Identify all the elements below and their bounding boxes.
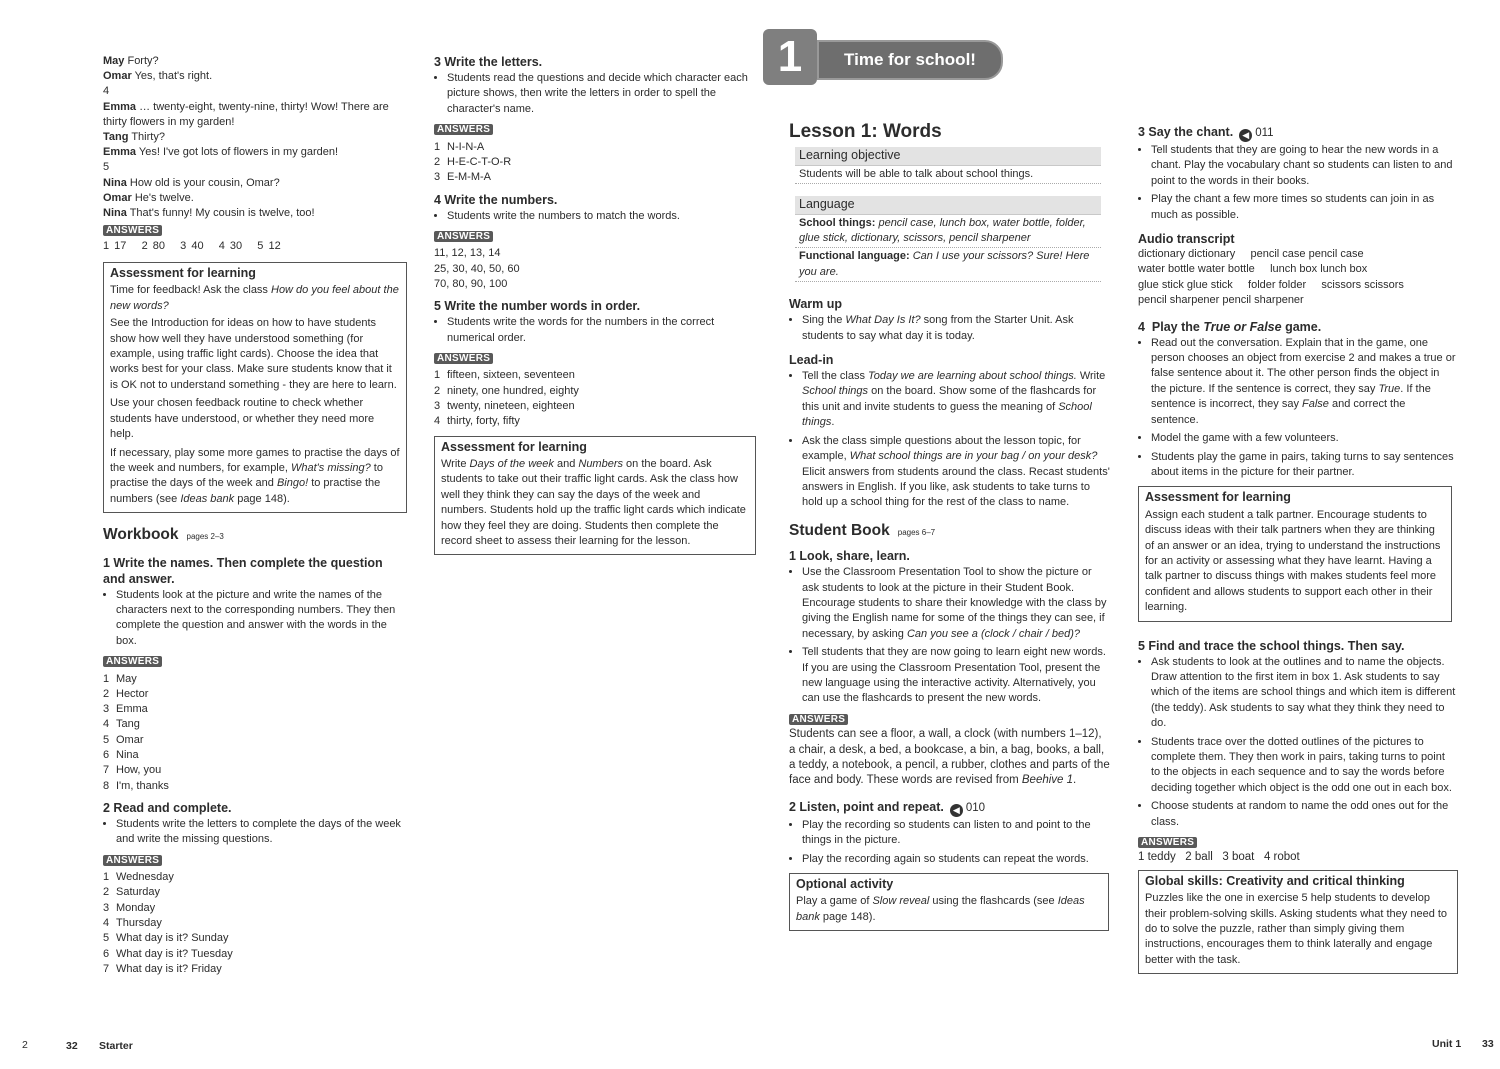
column-4	[1138, 124, 1456, 974]
optional-text: Play a game of Slow reveal using the flashcards (see Ideas bank page 148).	[796, 895, 1085, 923]
footer-left-marker: 2	[22, 1039, 28, 1051]
audio-transcript	[1138, 247, 1456, 309]
assessment-p4: If necessary, play some more games to practise the days of the week and numbers, for example, What's missing? to practise the days of the week and Bingo! to practise the numbers (see Ideas bank page 148).	[110, 446, 400, 505]
sb-act2-bullet-2: • Play the recording again so students can repeat the words.	[802, 852, 1111, 867]
answers-badge: ANSWERS	[103, 221, 408, 238]
wb-act2-bullet: • Students write the letters to complete the days of the week and write the missing questions.	[116, 817, 408, 848]
sb-act2-bullets	[789, 818, 1111, 867]
dialog-line	[103, 145, 408, 160]
sb-act4-title: 4 Play the True or False game.	[1138, 319, 1322, 334]
dialog-line	[103, 84, 408, 99]
student-book-title: Student Book	[789, 521, 890, 539]
wb-act5-title: 5 Write the number words in order.	[434, 299, 641, 314]
sb-act1-title: 1 Look, share, learn.	[789, 549, 910, 564]
optional-title: Optional activity	[796, 877, 894, 892]
answers-badge: ANSWERS	[434, 227, 756, 244]
answer-text: Hector	[116, 687, 149, 700]
dialog-text: That's funny! My cousin is twelve, too!	[129, 207, 315, 220]
answer-number: 4	[434, 415, 441, 428]
answer-number: 3	[434, 171, 441, 184]
wb-act4-title: 4 Write the numbers.	[434, 192, 558, 207]
answer-text: What day is it? Tuesday	[116, 947, 233, 960]
answer-text: Omar	[116, 733, 144, 746]
answer-number: 4	[103, 917, 110, 930]
sb-act5-title: 5 Find and trace the school things. Then say.	[1138, 638, 1405, 653]
assessment-text: Write Days of the week and Numbers on the board. Ask students to take out their traffic light cards. Ask the class how well they think they can say the days of the week and numbers. Students hold up the traffic light cards which indicate how they feel they are doing. Students then complete the record sheet to assess their learning for the lesson.	[441, 458, 746, 548]
answer-item	[103, 916, 408, 931]
answer-text: Emma	[116, 703, 148, 716]
sb-act5-bullet-3: • Choose students at random to name the odd ones out for the class.	[1151, 799, 1456, 830]
dialog-line	[103, 69, 408, 84]
answer-item	[434, 414, 756, 429]
sb-act2-bullet-1: • Play the recording so students can listen to and point to the things in the picture.	[802, 818, 1111, 849]
language-block	[795, 196, 1101, 282]
wb-act3-answers	[434, 140, 756, 186]
objective-text: Students will be able to talk about school things.	[795, 166, 1101, 184]
sb-act3-bullets	[1138, 143, 1456, 223]
student-book-heading	[789, 523, 1111, 540]
answer-number: 5	[103, 733, 110, 746]
answer-text: 11, 12, 13, 14	[434, 247, 501, 260]
leadin-title: Lead-in	[789, 353, 834, 368]
assessment-title: Assessment for learning	[1145, 490, 1291, 505]
answer-text: ninety, one hundred, eighty	[447, 384, 579, 397]
speaker-name: Emma	[103, 146, 137, 159]
answer-item	[103, 717, 408, 732]
dialog-text: How old is your cousin, Omar?	[129, 176, 280, 189]
dialog-line	[103, 160, 408, 175]
answer-item	[434, 246, 756, 261]
assessment-p1: Time for feedback! Ask the class How do you feel about the new words?	[110, 284, 399, 312]
answers-badge: ANSWERS	[434, 120, 756, 137]
wb-act4-bullets	[434, 209, 756, 224]
answers-badge: ANSWERS	[434, 349, 756, 366]
answer-text: 25, 30, 40, 50, 60	[434, 262, 520, 275]
assessment-title: Assessment for learning	[110, 266, 256, 281]
functional-text: Can I use your scissors? Sure! Here you are.	[799, 250, 1090, 278]
answer-item	[103, 733, 408, 748]
wb-act2-bullets	[103, 817, 408, 848]
speaker-icon: ◀	[1239, 129, 1252, 142]
answer-item	[103, 885, 408, 900]
wb-act2-answers	[103, 870, 408, 977]
answer-item	[434, 170, 756, 185]
answer-item	[103, 779, 408, 794]
transcript-line: dictionary dictionary pencil case pencil case	[1138, 248, 1364, 261]
footer-page-right: 33	[1482, 1038, 1494, 1050]
sb-act5-answers: 1 teddy 2 ball 3 boat 4 robot	[1138, 851, 1300, 864]
assessment-title: Assessment for learning	[441, 439, 587, 454]
answers-badge: ANSWERS	[789, 710, 1111, 727]
dialog-text: He's twelve.	[134, 191, 194, 204]
answer-number: 6	[103, 947, 110, 960]
transcript-line: glue stick glue stick folder folder scissors scissors	[1138, 278, 1404, 291]
assessment-box-3	[1138, 486, 1452, 621]
answer-text: H-E-C-T-O-R	[447, 155, 512, 168]
sb-act3-bullet-1: • Tell students that they are going to hear the new words in a chant. Play the vocabulary chant so students can listen to and point to the words in their books.	[1151, 143, 1456, 189]
answers-badge: ANSWERS	[103, 851, 408, 868]
dialog-line	[103, 100, 408, 130]
answer-item	[103, 672, 408, 687]
answers-badge: ANSWERS	[103, 652, 408, 669]
wb-act5-answers	[434, 368, 756, 429]
answer-number: 3	[434, 400, 441, 413]
answer-number: 1	[103, 871, 110, 884]
answer-number: 3	[103, 703, 110, 716]
answer-text: Thursday	[116, 917, 162, 930]
answer-item	[103, 947, 408, 962]
dialog-line	[103, 54, 408, 69]
dialog-text: Yes! I've got lots of flowers in my garden!	[138, 146, 339, 159]
answer-item	[103, 702, 408, 717]
answer-item	[103, 901, 408, 916]
answer-item	[103, 962, 408, 977]
sb-act5-bullets	[1138, 655, 1456, 830]
column-3	[789, 121, 1111, 931]
answer-item	[434, 399, 756, 414]
answers-badge: ANSWERS	[1138, 833, 1456, 850]
assessment-box	[103, 262, 407, 513]
functional-language	[795, 248, 1101, 282]
answer-number: 8	[103, 779, 110, 792]
column-2	[434, 54, 756, 555]
sb-act4-bullets	[1138, 336, 1456, 481]
speaker-name: Nina	[103, 207, 127, 220]
speaker-name: Emma	[103, 100, 137, 113]
unit-number: 1	[763, 29, 817, 85]
school-things-label: School things:	[799, 216, 876, 229]
unit-title: Time for school!	[817, 40, 1003, 80]
workbook-heading	[103, 527, 408, 544]
answer-item	[103, 687, 408, 702]
leadin-bullet-2: • Ask the class simple questions about the lesson topic, for example, What school things are in your bag / on your desk? Elicit answers from students around the class. Recast students' answers in English. If you like, ask students to take turns to hold up a school thing for the rest of the class to name.	[802, 434, 1111, 511]
sb-act4-bullet-2: • Model the game with a few volunteers.	[1151, 431, 1456, 446]
audio-track[interactable]	[950, 802, 985, 814]
wb-act3-bullet: • Students read the questions and decide which character each picture shows, then write the letters in order to spell the character's name.	[447, 71, 756, 117]
sb-act3-title-text: 3 Say the chant.	[1138, 125, 1234, 139]
wb-act5-bullet: • Students write the words for the numbers in the correct numerical order.	[447, 315, 756, 346]
objective-block	[795, 147, 1101, 184]
answer-text: How, you	[116, 764, 162, 777]
global-skills-title: Global skills: Creativity and critical thinking	[1145, 873, 1405, 888]
dialog-text: Yes, that's right.	[134, 70, 213, 83]
wb-act3-title: 3 Write the letters.	[434, 55, 543, 69]
warmup-title: Warm up	[789, 297, 843, 312]
answer-number: 1	[434, 140, 441, 153]
answer-item	[434, 140, 756, 155]
assessment-text: Assign each student a talk partner. Encourage students to discuss ideas with their talk partners when they are thinking of an answer or an idea, trying to understand the instructions for an activity or assessing what they have learnt. Having a talk partner to discuss things with makes students feel more confident and allows students to support each other in their learning.	[1145, 508, 1441, 614]
wb-act5-bullets	[434, 315, 756, 346]
warmup-bullets	[789, 313, 1111, 344]
dialog-line	[103, 206, 408, 221]
audio-track[interactable]	[1239, 127, 1273, 139]
answer-number: 1	[434, 369, 441, 382]
wb-act1-title: 1 Write the names. Then complete the question and answer.	[103, 555, 383, 586]
sb-act2-title	[789, 799, 1111, 817]
dialog-text: 4	[103, 85, 110, 98]
functional-label: Functional language:	[799, 250, 910, 263]
lesson-title: Lesson 1: Words	[789, 121, 942, 142]
sb-act4-bullet-1: • Read out the conversation. Explain that in the game, one person chooses an object from exercise 2 and makes a true or false sentence about it. The other person finds the object in the picture. If the sentence is correct, they say True. If the sentence is incorrect, they say False and correct the sentence.	[1151, 336, 1456, 428]
answer-number: 5	[103, 932, 110, 945]
answer-text: What day is it? Friday	[116, 962, 222, 975]
sb-act1-bullet-1: • Use the Classroom Presentation Tool to show the picture or ask students to look at the picture in their Student Book. Encourage students to share their knowledge with the class by giving the English name for some of the things they can see, if necessary, by asking Can you see a (clock / chair / bed)?	[802, 565, 1111, 642]
speaker-name: May	[103, 55, 125, 67]
global-skills-text: Puzzles like the one in exercise 5 help students to develop their problem-solving skills. Asking students what they need to do to solve the puzzle, rather than simply giving them instructions, encourages them to think laterally and engage better with the task.	[1145, 892, 1448, 966]
answer-text: fifteen, sixteen, seventeen	[447, 369, 575, 382]
speaker-icon: ◀	[950, 804, 963, 817]
answer-item	[434, 155, 756, 170]
dialog-text: 5	[103, 161, 110, 174]
speaker-name: Omar	[103, 191, 132, 204]
sb-act3-bullet-2: • Play the chant a few more times so students can join in as much as possible.	[1151, 192, 1456, 223]
answer-number: 7	[103, 764, 110, 777]
warmup-bullet: • Sing the What Day Is It? song from the Starter Unit. Ask students to say what day it is today.	[802, 313, 1111, 344]
sb-act4-bullet-3: • Students play the game in pairs, taking turns to say sentences about items in the picture for their partner.	[1151, 450, 1456, 481]
sb-act1-bullets	[789, 565, 1111, 707]
answer-number: 2	[434, 155, 441, 168]
answer-item	[434, 384, 756, 399]
global-skills-box	[1138, 870, 1458, 974]
answer-item	[434, 262, 756, 277]
objective-label: Learning objective	[795, 147, 1101, 165]
sb-act5-bullet-1: • Ask students to look at the outlines and to name the objects. Draw attention to the first item in box 1. Ask students to say which of the items are school things and which item is different (the teddy). Ask students to say what they think they need to do.	[1151, 655, 1456, 732]
sb-act1-bullet-2: • Tell students that they are now going to learn eight new words. If you are using the Classroom Presentation Tool, present the new language using the interactive activity. Alternatively, you can use the flashcards to present the new words.	[802, 645, 1111, 707]
answer-text: 70, 80, 90, 100	[434, 277, 508, 290]
sb-act2-title-text: 2 Listen, point and repeat.	[789, 799, 944, 814]
dialog-line	[103, 191, 408, 206]
leadin-bullets	[789, 369, 1111, 511]
workbook-pages: pages 2–3	[186, 532, 224, 542]
answer-item	[103, 870, 408, 885]
audio-track-number: 011	[1255, 127, 1274, 139]
answer-number: 4	[103, 718, 110, 731]
answer-number: 3	[103, 901, 110, 914]
transcript-title: Audio transcript	[1138, 232, 1235, 247]
answer-text: twenty, nineteen, eighteen	[447, 400, 575, 413]
answer-text: thirty, forty, fifty	[447, 415, 520, 428]
answer-number: 2	[103, 886, 110, 899]
dialog-line	[103, 130, 408, 145]
answer-item	[103, 931, 408, 946]
answer-text: E-M-M-A	[447, 171, 491, 184]
sb-act3-title	[1138, 124, 1456, 142]
student-book-pages: pages 6–7	[897, 527, 936, 537]
dialog-text: Thirty?	[131, 131, 165, 144]
optional-activity-box	[789, 873, 1109, 931]
footer-right-label: Unit 1	[1432, 1038, 1462, 1050]
column-1	[103, 54, 408, 983]
wb-act1-bullet: • Students look at the picture and write the names of the characters next to the corresponding numbers. They then complete the question and answer with the words in the box.	[116, 588, 408, 650]
answer-number: 2	[103, 687, 110, 700]
school-things-list: pencil case, lunch box, water bottle, folder, glue stick, dictionary, scissors, pencil sharpener	[799, 216, 1086, 245]
answer-text: What day is it? Sunday	[116, 932, 229, 945]
speaker-name: Omar	[103, 70, 132, 83]
answer-text: May	[116, 672, 137, 685]
footer-left-label: Starter	[99, 1040, 133, 1052]
sb-act1-answers: Students can see a floor, a wall, a clock (with numbers 1–12), a chair, a desk, a bed, a bookcase, a bin, a bag, books, a ball, a teddy, a notebook, a pencil, a rubber, clothes and parts of the face and body. These words are revised from Beehive 1.	[789, 728, 1110, 787]
wb-act1-answers	[103, 672, 408, 794]
wb-act4-answers	[434, 246, 756, 292]
answer-item	[434, 277, 756, 292]
dialog-text: Forty?	[127, 55, 159, 67]
wb-act2-title: 2 Read and complete.	[103, 800, 232, 815]
answer-number: 6	[103, 749, 110, 762]
dialog-text: … twenty-eight, twenty-nine, thirty! Wow! There are thirty flowers in my garden!	[103, 100, 389, 128]
sb-act5-bullet-2: • Students trace over the dotted outlines of the pictures to complete them. They then work in pairs, taking turns to point to the objects in each sequence and to say the words before deciding together which object is the odd one out in each box.	[1151, 735, 1456, 797]
answer-item	[103, 748, 408, 763]
school-things	[795, 215, 1101, 249]
answer-text: I'm, thanks	[116, 779, 169, 792]
answers-line: 1 17 2 80 3 40 4 30 5 12	[103, 239, 281, 252]
answer-text: Wednesday	[116, 871, 174, 884]
wb-act1-bullets	[103, 588, 408, 650]
answer-text: Nina	[116, 749, 139, 762]
answer-item	[434, 368, 756, 383]
answer-item	[103, 763, 408, 778]
answer-text: Monday	[116, 901, 156, 914]
answer-text: Tang	[116, 718, 140, 731]
transcript-line: water bottle water bottle lunch box lunch box	[1138, 263, 1368, 276]
workbook-title: Workbook	[103, 526, 179, 544]
speaker-name: Nina	[103, 176, 127, 189]
dialog-line	[103, 176, 408, 191]
dialog-transcript	[103, 54, 408, 221]
speaker-name: Tang	[103, 131, 129, 144]
answer-text: N-I-N-A	[447, 140, 485, 153]
answer-number: 7	[103, 962, 110, 975]
answer-number: 2	[434, 384, 441, 397]
answer-number: 1	[103, 672, 110, 685]
answer-text: Saturday	[116, 886, 161, 899]
assessment-box-2	[434, 436, 756, 556]
assessment-p2: See the Introduction for ideas on how to have students show how well they have understood something (for example, using traffic light cards). Choose the idea that works best for your class. Make sure students know that it is OK not to understand something - they are here to learn.	[110, 317, 397, 391]
wb-act4-bullet: • Students write the numbers to match the words.	[447, 209, 756, 224]
transcript-line: pencil sharpener pencil sharpener	[1138, 294, 1304, 307]
wb-act3-bullets	[434, 71, 756, 117]
language-label: Language	[795, 196, 1101, 214]
leadin-bullet-1: • Tell the class Today we are learning about school things. Write School things on the board. Show some of the flashcards for this unit and invite students to guess the meaning of School things.	[802, 369, 1111, 431]
assessment-p3: Use your chosen feedback routine to check whether students have understood, or whether they need more help.	[110, 397, 375, 441]
footer-page-left: 32	[66, 1040, 78, 1052]
audio-track-number: 010	[965, 801, 986, 814]
